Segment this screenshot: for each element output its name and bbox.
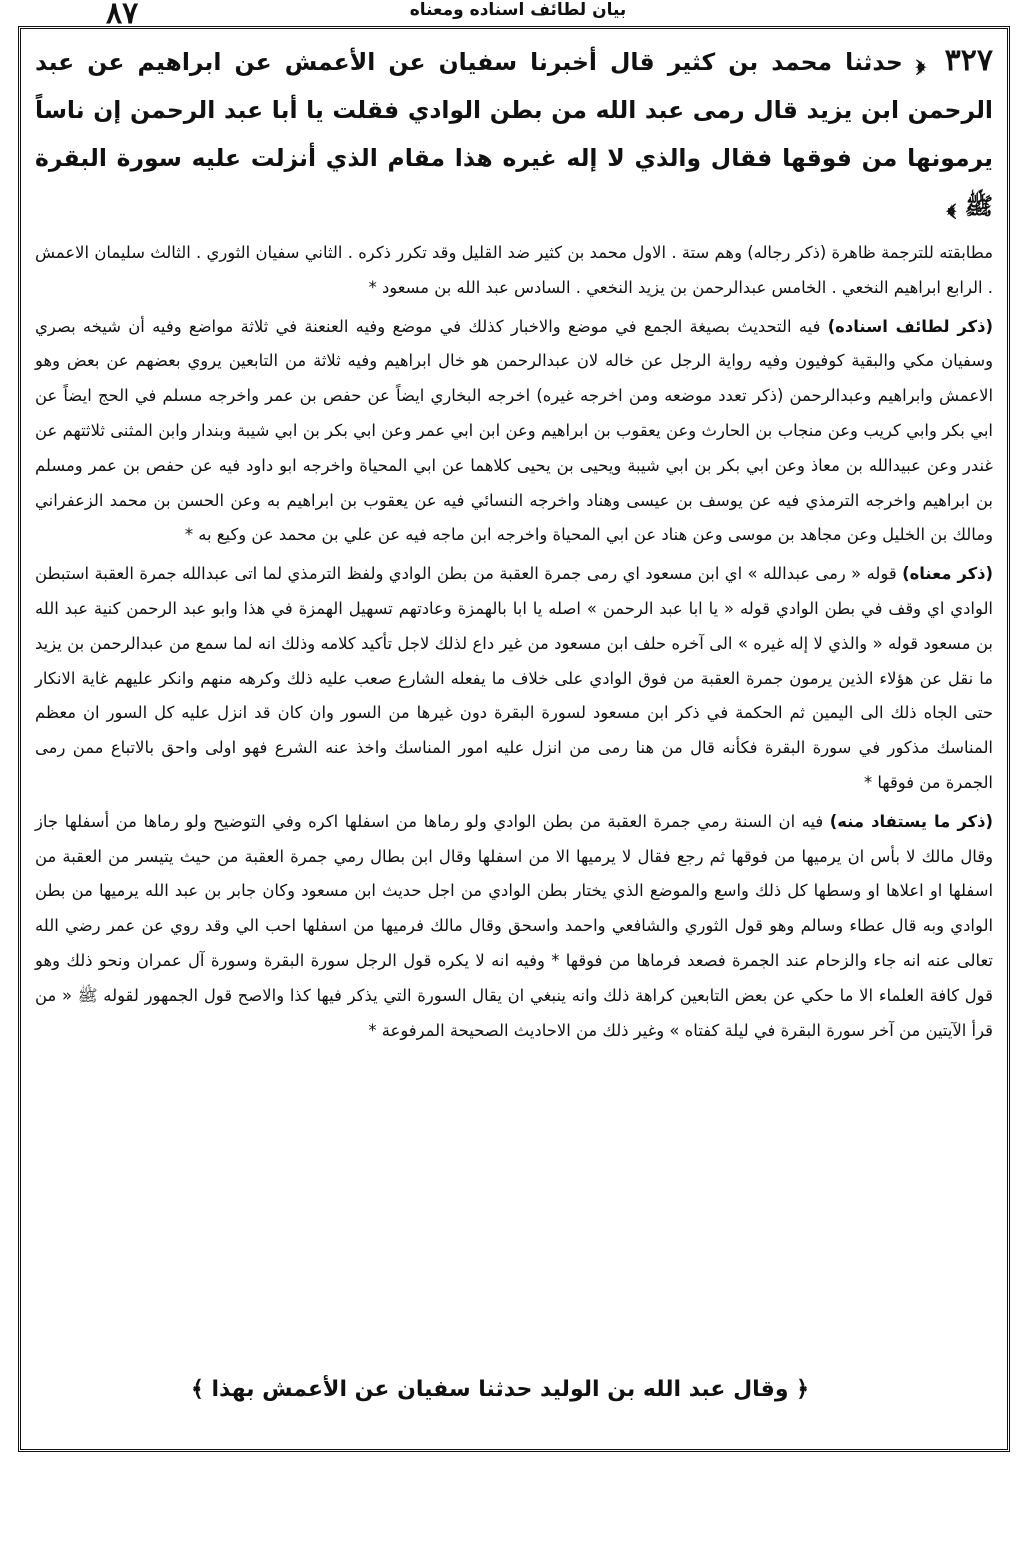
section-heading: (ذكر معناه) xyxy=(902,564,994,584)
closing-hadith-line: ﴿ وقال عبد الله بن الوليد حدثنا سفيان عن الأعمش بهذا ﴾ xyxy=(190,1377,810,1402)
section-heading: (ذكر لطائف اسناده) xyxy=(827,316,993,336)
section-heading: (ذكر ما يستفاد منه) xyxy=(829,811,993,831)
hadith-number: ٣٢٧ xyxy=(944,43,993,78)
section-narrators xyxy=(35,236,993,306)
section-body: فيه ان السنة رمي جمرة العقبة من بطن الوادي ولو رماها من اسفلها اكره وفي التوضيح ولو رماها من أسفلها جاز وقال مالك لا بأس ان يرميها من فوقها ثم رجع فقال لا يرميها الا من اسفلها وقال ابن بطال رمي جمرة العقبة من حيث يتيسر من العقبة من اسفلها او اعلاها او وسطها كل ذلك واسع والموضع الذي يختار بطن الوادي من اجل حديث ابن مسعود وكان جابر بن عبد الله يرميها من بطن الوادي وبه قال عطاء وسالم وهو قول الثوري والشافعي واحمد واسحق وقال مالك فرميها من اسفلها احب الي وقد روي عن عمر رضي الله تعالى عنه انه جاء والزحام عند الجمرة فصعد فرماها من فوقها * وفيه انه لا يكره قول الرجل سورة البقرة وسورة آل عمران ونحو ذلك وهو قول كافة العلماء الا ما حكي عن بعض التابعين كراهة ذلك وانه ينبغي ان يقال السورة التي يذكر فيها كذا والاصح قول الجمهور لقوله ﷺ « من قرأ الآيتين من آخر سورة البقرة في ليلة كفتاه » وغير ذلك من الاحاديث الصحيحة المرفوعة * xyxy=(35,811,993,1040)
text-frame xyxy=(18,26,1010,1452)
hadith-text: ﴿ حدثنا محمد بن كثير قال أخبرنا سفيان عن الأعمش عن ابراهيم عن عبد الرحمن ابن يزيد قال رمى عبد الله من بطن الوادي فقلت يا أبا عبد الرحمن إن ناساً يرمونها من فوقها فقال والذي لا إله غيره هذا مقام الذي أنزلت عليه سورة البقرة ﷺ ﴾ xyxy=(35,48,993,220)
section-chain-subtleties xyxy=(35,310,993,554)
running-title: بيان لطائف اسناده ومعناه xyxy=(409,0,627,20)
section-body: فيه التحديث بصيغة الجمع في موضع والاخبار كذلك في موضع وفيه العنعنة في ثلاثة مواضع وفيه أن شيخه بصري وسفيان مكي والبقية كوفيون وفيه رواية الرجل عن خاله لان عبدالرحمن هو خال ابراهيم وفيه ثلاثة من التابعين يروي بعضهم عن بعض وهو الاعمش وابراهيم وعبدالرحمن (ذكر تعدد موضعه ومن اخرجه غيره) اخرجه البخاري ايضاً عن حفص بن عمر واخرجه مسلم في الحج ايضاً عن ابي بكر وابي كريب وعن منجاب بن الحارث وعن يعقوب بن ابراهيم وعن ابن ابي عمر وعن ابي بكر بن ابي شيبة وبندار وابن المثنى ثلاثتهم عن غندر وعن عبيدالله بن معاذ وعن ابي بكر بن ابي شيبة ويحيى بن يحيى كلاهما عن ابي المحياة واخرجه ابو داود فيه عن حفص بن عمر ومسلم بن ابراهيم واخرجه الترمذي فيه عن يوسف بن عيسى وهناد واخرجه النسائي فيه عن يعقوب بن ابراهيم به وعن الحسن بن محمد الزعفراني ومالك بن الخليل وعن مجاهد بن موسى وعن هناد عن ابي المحياة واخرجه ابن ماجه فيه عن علي بن محمد عن وكيع به * xyxy=(35,316,993,545)
hadith-block xyxy=(35,37,993,230)
section-narrators-text: مطابقته للترجمة ظاهرة (ذكر رجاله) وهم ستة . الاول محمد بن كثير ضد القليل وقد تكرر ذكره . الثاني سفيان الثوري . الثالث سليمان الاعمش . الرابع ابراهيم النخعي . الخامس عبدالرحمن بن يزيد النخعي . السادس عبد الله بن مسعود * xyxy=(35,243,993,297)
page-number: ٨٧ xyxy=(106,0,139,31)
page-content xyxy=(35,37,993,1052)
book-page xyxy=(18,0,1008,1566)
section-benefits xyxy=(35,805,993,1049)
section-body: قوله « رمى عبدالله » اي ابن مسعود اي رمى جمرة العقبة من بطن الوادي ولفظ الترمذي لما اتى عبدالله جمرة العقبة استبطن الوادي اي وقف في بطن الوادي قوله « يا ابا عبد الرحمن » اصله يا ابا بالهمزة وعادتهم تسهيل الهمزة في هذا وابو عبد الرحمن كنية عبد الله بن مسعود قوله « والذي لا إله غيره » الى آخره حلف ابن مسعود من غير داع لذلك لاجل تأكيد كلامه وذلك انه لما سمع من عبدالرحمن بن يزيد ما نقل عن هؤلاء الذين يرمون جمرة العقبة من فوق الوادي على خلاف ما يفعله الشارع صعب عليه ذلك وكرهه منهم وانكر عليهم غاية الانكار حتى الجاه ذلك الى اليمين ثم الحكمة في ذكر ابن مسعود لسورة البقرة دون غيرها من السور وان كان قد انزل عليه كل السور ان معظم المناسك مذكور في سورة البقرة فكأنه قال من هنا رمى من انزل عليه امور المناسك واخذ عنه الشرع فهو اولى واحق بالاتباع ممن رمى الجمرة من فوقها * xyxy=(35,564,993,792)
section-meaning xyxy=(35,557,993,801)
